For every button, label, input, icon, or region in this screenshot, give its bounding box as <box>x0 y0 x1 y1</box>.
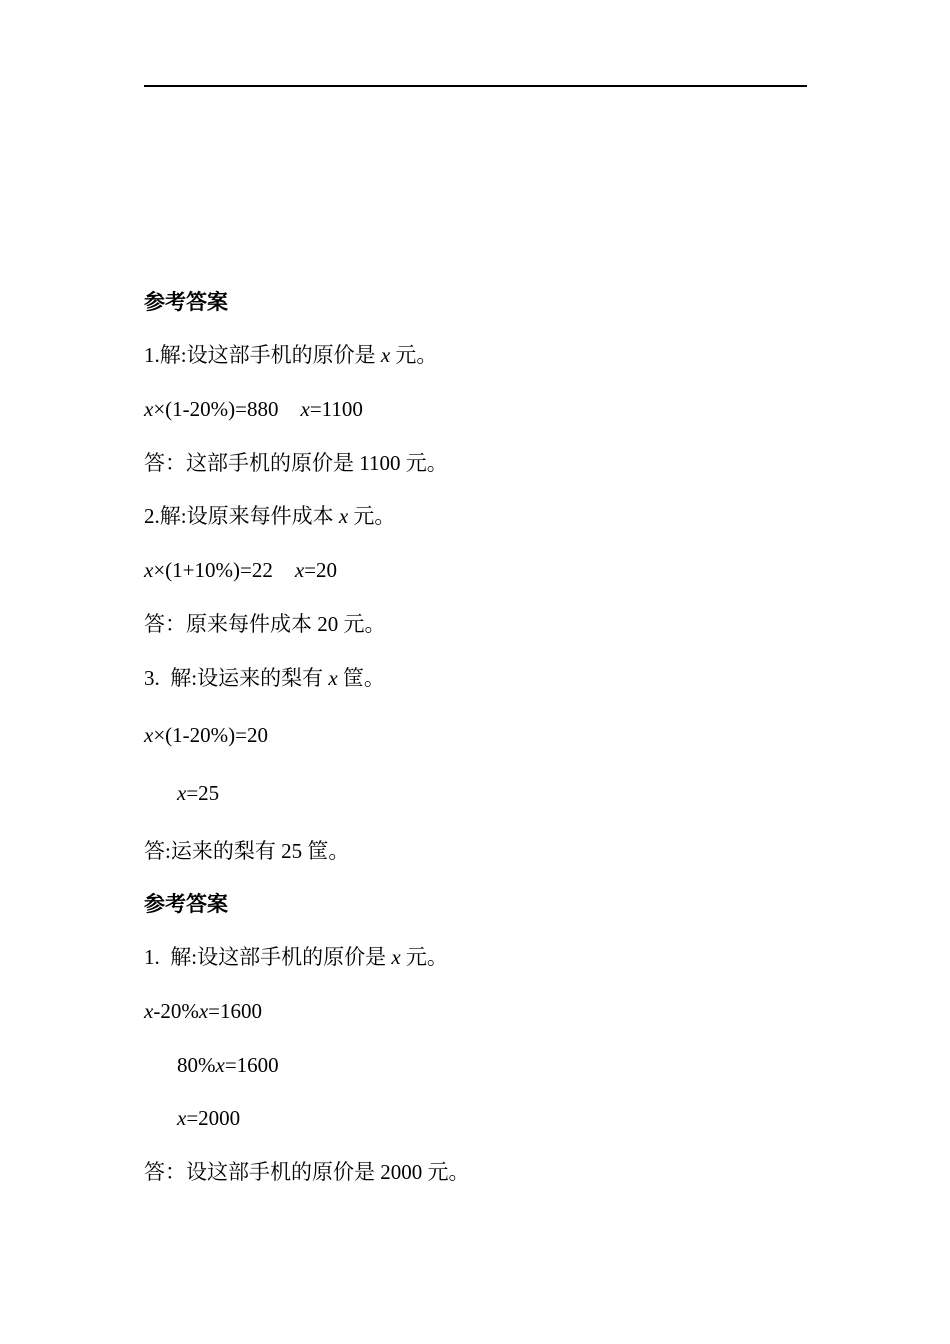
problem-1-answer: 答：设这部手机的原价是 2000 元。 <box>144 1160 470 1184</box>
equation-text: -20% <box>153 999 199 1023</box>
variable: x <box>144 723 154 747</box>
setup-unit: 元。 <box>348 504 396 528</box>
problem-1-setup <box>144 341 437 369</box>
variable: x <box>338 504 349 528</box>
solution-text: =20 <box>304 558 338 582</box>
solution-text: =1100 <box>309 397 363 421</box>
problem-2-setup <box>144 502 395 530</box>
variable: x <box>144 558 154 582</box>
setup-text: 1. 解:设这部手机的原价是 <box>144 945 392 969</box>
variable: x <box>380 343 391 367</box>
problem-3-answer: 答:运来的梨有 25 筐。 <box>144 839 350 863</box>
problem-2-equation <box>144 556 337 584</box>
variable: x <box>391 945 401 969</box>
equation-text: ×(1-20%)=20 <box>153 723 268 747</box>
section-heading: 参考答案 <box>144 290 228 314</box>
setup-unit: 筐。 <box>337 666 385 690</box>
problem-3-setup <box>144 664 385 692</box>
variable: x <box>328 666 338 690</box>
variable: x <box>144 999 154 1023</box>
setup-text: 2.解:设原来每件成本 <box>144 504 339 528</box>
variable: x <box>144 397 154 421</box>
equation-text: =1600 <box>224 1053 279 1077</box>
setup-unit: 元。 <box>390 343 438 367</box>
header-rule <box>144 85 807 87</box>
setup-text: 1.解:设这部手机的原价是 <box>144 343 381 367</box>
variable: x <box>177 781 187 805</box>
section-heading: 参考答案 <box>144 892 228 916</box>
setup-unit: 元。 <box>400 945 448 969</box>
equation-text: =2000 <box>186 1106 241 1130</box>
variable: x <box>215 1053 225 1077</box>
equation-text: ×(1-20%)=880 <box>153 397 279 421</box>
problem-1-step-2 <box>177 1051 279 1079</box>
problem-1-step-3 <box>177 1104 240 1132</box>
problem-1-equation <box>144 395 363 423</box>
problem-3-equation <box>144 721 268 749</box>
equation-text: 80% <box>177 1053 216 1077</box>
problem-1-setup <box>144 943 448 971</box>
variable: x <box>300 397 310 421</box>
solution-text: =25 <box>186 781 220 805</box>
problem-1-answer: 答：这部手机的原价是 1100 元。 <box>144 451 448 475</box>
variable: x <box>177 1106 187 1130</box>
problem-2-answer: 答：原来每件成本 20 元。 <box>144 612 386 636</box>
setup-text: 3. 解:设运来的梨有 <box>144 666 329 690</box>
problem-3-solution <box>177 779 219 807</box>
variable: x <box>198 999 209 1023</box>
variable: x <box>294 558 305 582</box>
equation-text: =1600 <box>208 999 262 1023</box>
equation-text: ×(1+10%)=22 <box>153 558 273 582</box>
problem-1-step-1 <box>144 997 262 1025</box>
